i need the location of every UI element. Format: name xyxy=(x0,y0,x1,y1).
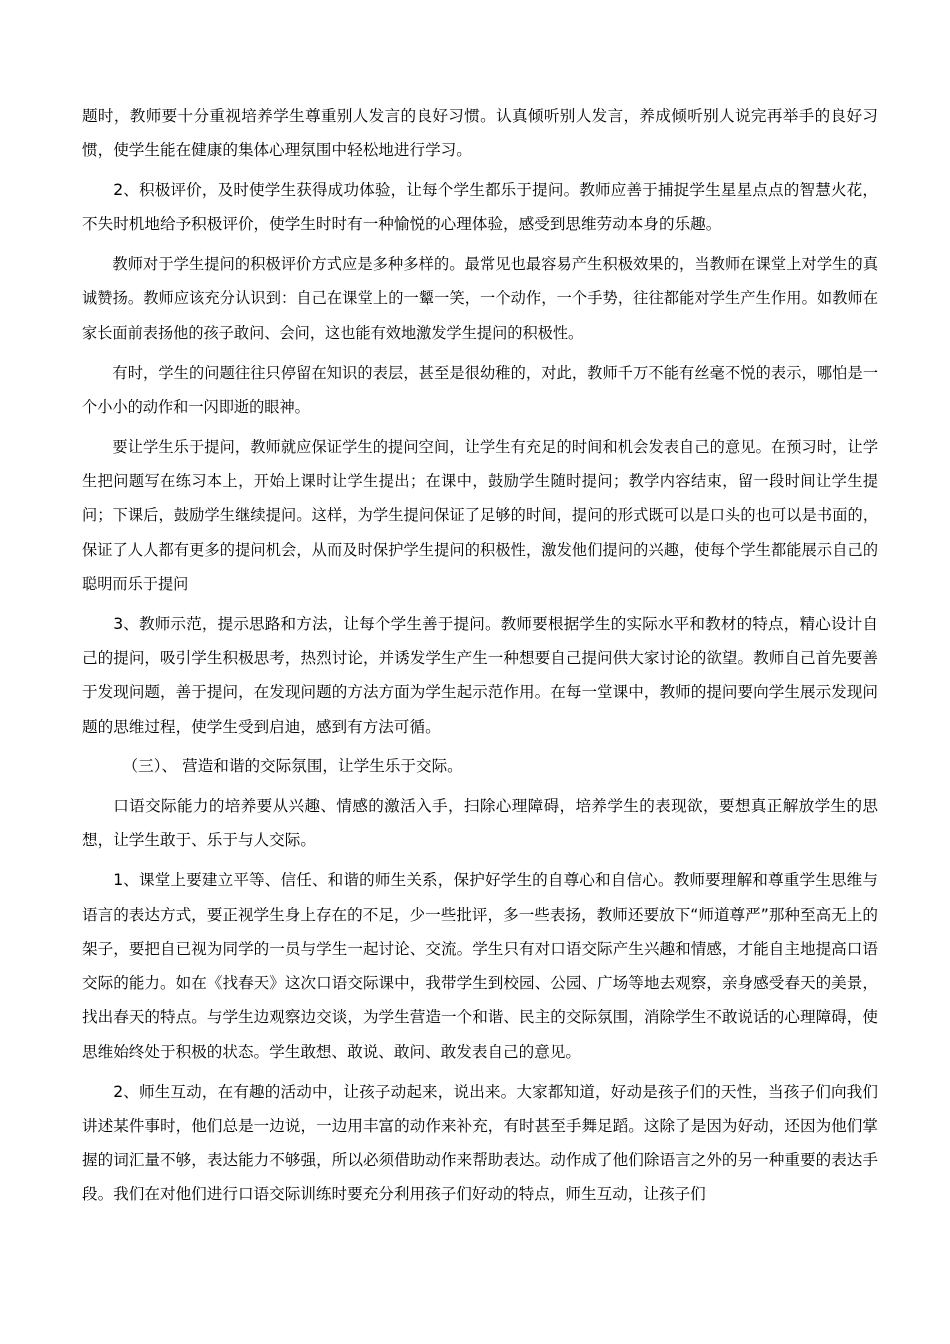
paragraph-shallow-questions: 有时，学生的问题往往只停留在知识的表层，甚至是很幼稚的，对此，教师千万不能有丝毫不悦的表示，哪怕是一个小小的动作和一闪即逝的眼神。 xyxy=(82,363,878,416)
paragraph-evaluation: 教师对于学生提问的积极评价方式应是多种多样的。最常见也最容易产生积极效果的，当教师在课堂上对学生的真诚赞扬。教师应该充分认识到：自己在课堂上的一颦一笑，一个动作，一个手势，往往都能对学生产生作用。如教师在家长面前表扬他的孩子敢问、会问，这也能有效地激发学生提问的积极性。 xyxy=(82,255,878,342)
section-heading-3: （三）、 营造和谐的交际氛围，让学生乐于交际。 xyxy=(122,757,463,776)
paragraph-interaction-point-2: 2、师生互动，在有趣的活动中，让孩子动起来，说出来。大家都知道，好动是孩子们的天性，当孩子们向我们讲述某件事时，他们总是一边说，一边用丰富的动作来补充，有时甚至手舞足蹈。这除了是因为好动，还因为他们掌握的词汇量不够，表达能力不够强，所以必须借助动作来帮助表达。动作成了他们除语言之外的另一种重要的表达手段。我们在对他们进行口语交际训练时要充分利用孩子们好动的特点，师生互动，让孩子们 xyxy=(82,1082,878,1204)
paragraph-continuation: 题时，教师要十分重视培养学生尊重别人发言的良好习惯。认真倾听别人发言，养成倾听别人说完再举手的良好习惯，使学生能在健康的集体心理氛围中轻松地进行学习。 xyxy=(82,107,878,160)
paragraph-relation-point-1: 1、课堂上要建立平等、信任、和谐的师生关系，保护好学生的自尊心和自信心。教师要理解和尊重学生思维与语言的表达方式，要正视学生身上存在的不足，少一些批评，多一些表扬，教师还要放下“师道尊严”那种至高无上的架子，要把自已视为同学的一员与学生一起讨论、交流。学生只有对口语交际产生兴趣和情感，才能自主地提高口语交际的能力。如在《找春天》这次口语交际课中，我带学生到校园、公园、广场等地去观察，亲身感受春天的美景，找出春天的特点。与学生边观察边交谈，为学生营造一个和谐、民主的交际氛围，消除学生不敢说话的心理障碍，使思维始终处于积极的状态。学生敢想、敢说、敢问、敢发表自己的意见。 xyxy=(82,871,878,1061)
paragraph-oral-communication: 口语交际能力的培养要从兴趣、情感的激活入手，扫除心理障碍，培养学生的表现欲，要想真正解放学生的思想，让学生敢于、乐于与人交际。 xyxy=(82,797,878,850)
document-page xyxy=(82,99,878,1217)
paragraph-point-3: 3、教师示范，提示思路和方法，让每个学生善于提问。教师要根据学生的实际水平和教材的特点，精心设计自己的提问，吸引学生积极思考，热烈讨论，并诱发学生产生一种想要自己提问供大家讨论的欲望。教师自己首先要善于发现问题，善于提问，在发现问题的方法方面为学生起示范作用。在每一堂课中，教师的提问要向学生展示发现问题的思维过程，使学生受到启迪，感到有方法可循。 xyxy=(82,614,878,736)
paragraph-point-2: 2、积极评价，及时使学生获得成功体验，让每个学生都乐于提问。教师应善于捕捉学生星星点点的智慧火花，不失时机地给予积极评价，使学生时时有一种愉悦的心理体验，感受到思维劳动本身的乐趣。 xyxy=(82,181,878,234)
paragraph-question-space: 要让学生乐于提问，教师就应保证学生的提问空间，让学生有充足的时间和机会发表自己的意见。在预习时，让学生把问题写在练习本上，开始上课时让学生提出；在课中，鼓励学生随时提问；教学内容结束，留一段时间让学生提问；下课后，鼓励学生继续提问。这样，为学生提问保证了足够的时间，提问的形式既可以是口头的也可以是书面的，保证了人人都有更多的提问机会，从而及时保护学生提问的积极性，激发他们提问的兴趣，使每个学生都能展示自己的聪明而乐于提问 xyxy=(82,437,878,593)
